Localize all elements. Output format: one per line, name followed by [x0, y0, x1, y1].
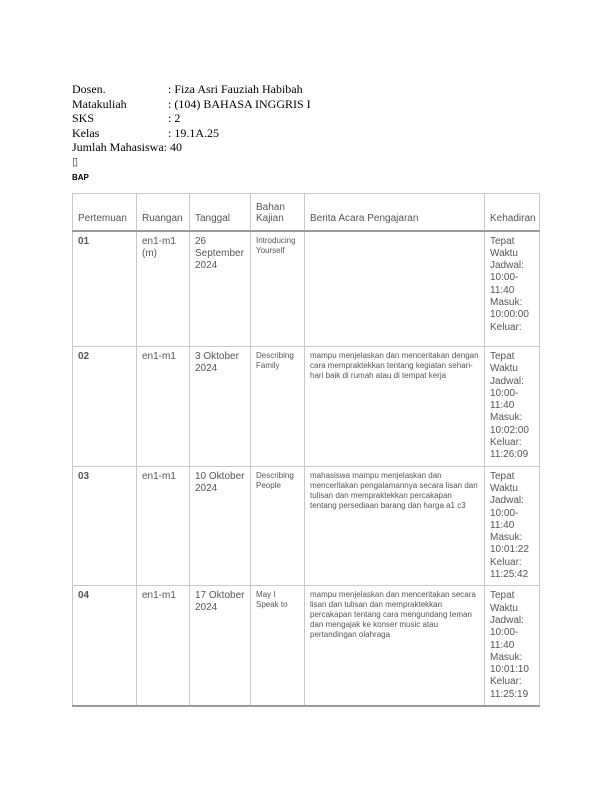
cell-berita-acara: mampu menjelaskan dan menceritakan secara lisan dan tulisan dan mempraktekkan percakapan tentang cara mengundang teman dan mengajak ke konser music atau pertandingan olahraga	[305, 586, 485, 706]
cell-kehadiran	[485, 586, 540, 706]
attendance-status: Tepat Waktu	[490, 470, 518, 494]
cell-bahan-kajian: Describing Family	[251, 347, 305, 467]
attendance-jadwal: Jadwal: 10:00-11:40	[490, 495, 524, 531]
info-label: Kelas	[72, 125, 100, 140]
cell-ruangan: en1-m1	[137, 586, 190, 706]
header-kehadiran: Kehadiran	[485, 194, 540, 231]
course-info	[72, 82, 311, 169]
cell-tanggal: 17 Oktober 2024	[190, 586, 251, 706]
table-header-row	[73, 194, 540, 231]
table-row	[73, 466, 540, 586]
attendance-keluar: Keluar:	[490, 321, 522, 333]
info-row-matakuliah	[72, 97, 311, 112]
info-label: Matakuliah	[72, 96, 127, 111]
cell-bahan-kajian: May I Speak to	[251, 586, 305, 706]
header-bahan-kajian: Bahan Kajian	[251, 194, 305, 231]
info-value: : 19.1A.25	[168, 125, 219, 140]
table-row	[73, 231, 540, 347]
attendance-masuk: Masuk: 10:01:22	[490, 532, 529, 556]
attendance-masuk: Masuk: 10:02:00	[490, 412, 529, 436]
info-value: : (104) BAHASA INGGRIS I	[168, 96, 311, 111]
attendance-jadwal: Jadwal: 10:00-11:40	[490, 260, 524, 296]
header-berita-acara: Berita Acara Pengajaran	[305, 194, 485, 231]
attendance-keluar: Keluar: 11:26:09	[490, 437, 529, 461]
cell-berita-acara	[305, 231, 485, 347]
attendance-keluar: Keluar: 11:25:19	[490, 676, 529, 700]
info-value: : 40	[163, 140, 182, 154]
info-value: : Fiza Asri Fauziah Habibah	[168, 82, 303, 96]
attendance-status: Tepat Waktu	[490, 351, 518, 375]
info-row-dosen	[72, 82, 311, 97]
info-row-sks	[72, 111, 311, 126]
info-label: Dosen.	[72, 82, 106, 96]
attendance-masuk: Masuk: 10:01:10	[490, 651, 529, 676]
attendance-jadwal: Jadwal: 10:00-11:40	[490, 614, 524, 651]
cell-kehadiran	[485, 231, 540, 347]
cell-ruangan: en1-m1	[137, 347, 190, 467]
section-title: BAP	[72, 173, 89, 182]
attendance-keluar: Keluar: 11:25:42	[490, 556, 529, 581]
cell-pertemuan: 04	[73, 586, 137, 706]
attendance-status: Tepat Waktu	[490, 590, 518, 614]
header-pertemuan: Pertemuan	[73, 194, 137, 231]
cell-pertemuan: 03	[73, 466, 137, 586]
table-row	[73, 586, 540, 706]
header-ruangan: Ruangan	[137, 194, 190, 231]
cell-berita-acara: mampu menjelaskan dan menceritakan dengan cara mempraktekkan tentang kegiatan sehari-hari baik di rumah atau di tempat kerja	[305, 347, 485, 467]
header-tanggal: Tanggal	[190, 194, 251, 231]
cell-ruangan: en1-m1 (m)	[137, 231, 190, 347]
cell-berita-acara: mahasiswa mampu menjelaskan dan menceritakan pengalamannya secara lisan dan tulisan dan mempraktekkan percakapan tentang persediaan barang dan harga a1 c3	[305, 466, 485, 586]
cell-tanggal: 10 Oktober 2024	[190, 466, 251, 586]
placeholder-glyph-icon: ▯	[72, 155, 79, 168]
attendance-status: Tepat Waktu	[490, 235, 518, 259]
cell-kehadiran	[485, 347, 540, 467]
table-row	[73, 347, 540, 467]
cell-kehadiran	[485, 466, 540, 586]
cell-bahan-kajian: Describing People	[251, 466, 305, 586]
info-value: : 2	[168, 111, 181, 125]
bap-table	[72, 193, 540, 707]
info-label: SKS	[72, 111, 95, 125]
cell-ruangan: en1-m1	[137, 466, 190, 586]
cell-pertemuan: 01	[73, 231, 137, 347]
cell-tanggal: 26 September 2024	[190, 231, 251, 347]
attendance-masuk: Masuk: 10:00:00	[490, 296, 529, 321]
cell-tanggal: 3 Oktober 2024	[190, 347, 251, 467]
cell-pertemuan: 02	[73, 347, 137, 467]
info-label: Jumlah Mahasiswa	[72, 140, 164, 154]
info-row-kelas	[72, 126, 311, 141]
attendance-jadwal: Jadwal: 10:00-11:40	[490, 375, 524, 412]
info-row-jumlah-mahasiswa	[72, 140, 311, 155]
cell-bahan-kajian: Introducing Yourself	[251, 231, 305, 347]
